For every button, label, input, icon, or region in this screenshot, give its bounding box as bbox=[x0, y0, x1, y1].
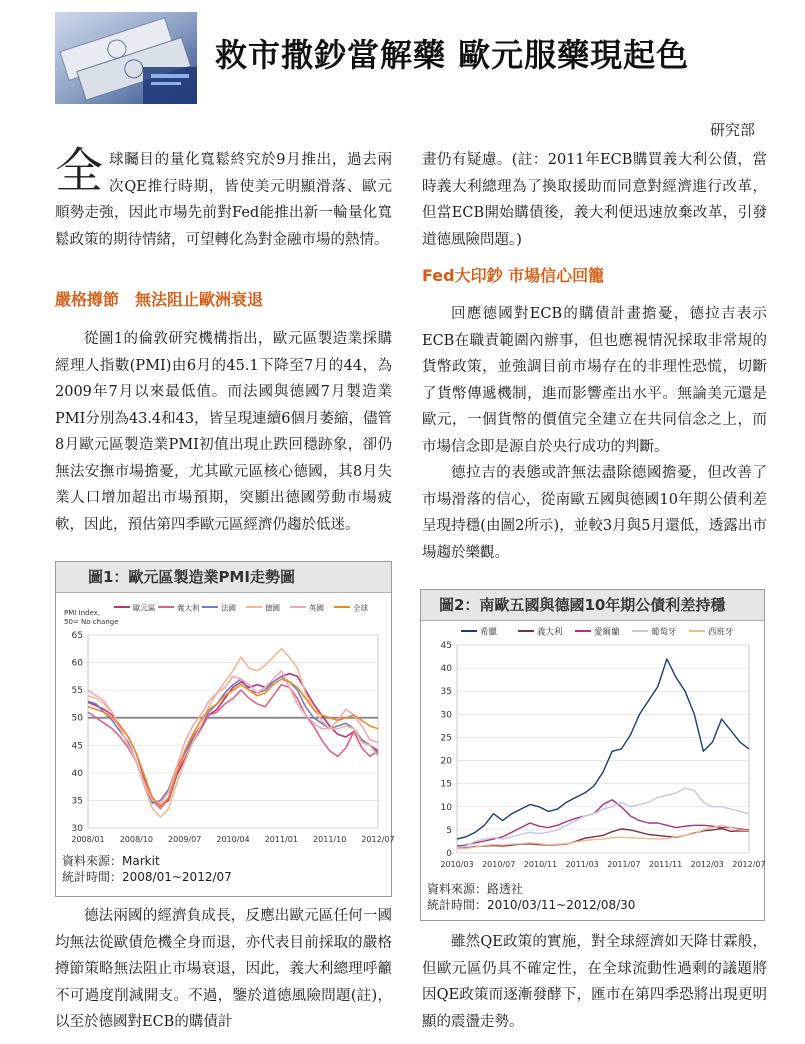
right-column-bottom bbox=[422, 929, 767, 1035]
period-value: 2010/03/11~2012/08/30 bbox=[487, 898, 636, 912]
department-label: 研究部 bbox=[709, 121, 755, 139]
x-tick-label: 2008/01 bbox=[71, 835, 105, 844]
x-tick-label: 2012/03 bbox=[690, 860, 724, 869]
section-heading-1: 嚴格撙節 無法阻止歐洲衰退 bbox=[55, 290, 264, 309]
y-tick-label: 50 bbox=[71, 713, 83, 724]
series-line bbox=[88, 649, 378, 817]
paragraph-outlook: 雖然QE政策的實施，對全球經濟如天降甘霖般，但歐元區仍具不確定性，在全球流動性過剩的議題將因QE政策而逐漸發酵下，匯市在第四季恐將出現更明顯的震盪走勢。 bbox=[422, 934, 767, 1030]
money-image bbox=[55, 12, 197, 104]
x-tick-label: 2008/10 bbox=[119, 835, 153, 844]
paragraph-ecb: 回應德國對ECB的購債計畫擔憂，德拉吉表示ECB在職責範圍內辦事，但也應視情況採取非常規的貨幣政策，並強調目前市場存在的非理性恐慌，切斷了貨幣傳遞機制，進而影響產出水平。無論美元還是歐元，一個貨幣的價值完全建立在共同信念之上，而市場信念即是源自於央行成功的判斷。 bbox=[422, 306, 767, 455]
legend-label: 英國 bbox=[309, 603, 324, 613]
legend-label: 義大利 bbox=[177, 603, 200, 613]
x-tick-label: 2012/07 bbox=[361, 835, 395, 844]
right-column-body bbox=[422, 301, 767, 566]
source-value: Markit bbox=[122, 854, 160, 868]
series-line bbox=[88, 674, 378, 806]
paragraph-note: 畫仍有疑慮。(註：2011年ECB購買義大利公債，當時義大利總理為了換取援助而同意對經濟進行改革，但當ECB開始購債後，義大利便迅速放棄改革，引發道德風險問題。) bbox=[422, 152, 767, 248]
y-tick-label: 5 bbox=[446, 825, 452, 836]
paragraph-spread: 德拉吉的表態或許無法盡除德國擔憂，但改善了市場滑落的信心，從南歐五國與德國10年期公債利差呈現持穩(由圖2所示)，並較3月與5月還低，透露出市場趨於樂觀。 bbox=[422, 465, 767, 561]
y-tick-label: 60 bbox=[71, 658, 83, 669]
y-tick-label: 20 bbox=[440, 756, 452, 767]
x-tick-label: 2009/07 bbox=[168, 835, 202, 844]
chart-1-source bbox=[56, 853, 391, 885]
period-value: 2008/01~2012/07 bbox=[122, 870, 232, 884]
source-label: 資料來源： bbox=[427, 882, 488, 896]
legend-label: 義大利 bbox=[537, 627, 563, 638]
legend-label: 西班牙 bbox=[708, 627, 734, 638]
x-tick-label: 2010/11 bbox=[523, 860, 558, 869]
x-tick-label: 2010/07 bbox=[482, 860, 516, 869]
y-tick-label: 45 bbox=[71, 741, 83, 752]
period-label: 統計時間： bbox=[62, 870, 123, 884]
x-tick-label: 2011/01 bbox=[264, 835, 298, 844]
right-column-top bbox=[422, 147, 767, 253]
y-tick-label: 30 bbox=[440, 710, 452, 721]
y-axis-label: 50= No change bbox=[64, 618, 119, 626]
drop-cap: 全 bbox=[55, 143, 104, 199]
source-value: 路透社 bbox=[487, 882, 524, 896]
source-label: 資料來源： bbox=[62, 854, 123, 868]
y-tick-label: 25 bbox=[440, 733, 452, 744]
x-tick-label: 2010/04 bbox=[216, 835, 250, 844]
chart-1-svg bbox=[56, 593, 395, 853]
legend-label: 希臘 bbox=[480, 627, 498, 638]
chart-1-box bbox=[55, 561, 395, 897]
legend-label: 愛爾蘭 bbox=[594, 627, 620, 638]
y-tick-label: 15 bbox=[440, 779, 452, 790]
y-tick-label: 10 bbox=[440, 802, 452, 813]
x-tick-label: 2011/10 bbox=[313, 835, 347, 844]
chart-2-source bbox=[421, 881, 764, 913]
legend-label: 歐元區 bbox=[133, 603, 156, 613]
left-column-top bbox=[55, 143, 392, 253]
y-axis-label: PMI Index, bbox=[64, 609, 101, 617]
y-tick-label: 40 bbox=[71, 768, 83, 779]
x-tick-label: 2011/11 bbox=[648, 860, 683, 869]
series-line bbox=[88, 676, 378, 803]
intro-paragraph: 球矚目的量化寬鬆終究於9月推出，過去兩次QE推行時期，皆使美元明顯滑落、歐元順勢走強，因此市場先前對Fed能推出新一輪量化寬鬆政策的期待情緒，可望轉化為對金融市場的熱情。 bbox=[55, 152, 392, 248]
header-photo bbox=[55, 12, 197, 104]
x-tick-label: 2012/07 bbox=[732, 860, 766, 869]
x-tick-label: 2011/07 bbox=[607, 860, 641, 869]
period-label: 統計時間： bbox=[427, 898, 488, 912]
chart-2-svg bbox=[421, 621, 764, 881]
left-column-body bbox=[55, 326, 392, 538]
y-tick-label: 30 bbox=[71, 824, 83, 834]
legend-label: 葡萄牙 bbox=[651, 627, 677, 638]
y-tick-label: 55 bbox=[71, 686, 83, 697]
x-tick-label: 2011/03 bbox=[565, 860, 599, 869]
legend-label: 德國 bbox=[265, 603, 280, 613]
series-line bbox=[88, 685, 378, 809]
paragraph-pmi: 從圖1的倫敦研究機構指出，歐元區製造業採購經理人指數(PMI)由6月的45.1下降至7月的44，為2009年7月以來最低值。而法國與德國7月製造業PMI分別為43.4和43，皆呈現連續6個月萎縮，儘管8月歐元區製造業PMI初值出現止跌回穩跡象，卻仍無法安撫市場擔憂，尤其歐元區核心德國，其8月失業人口增加超出市場預期，突顯出德國勞動市場疲軟，因此，預估第四季歐元區經濟仍趨於低迷。 bbox=[55, 331, 392, 533]
y-tick-label: 40 bbox=[440, 664, 452, 675]
paragraph-austerity: 德法兩國的經濟負成長，反應出歐元區任何一國均無法從歐債危機全身而退，亦代表目前採取的嚴格撙節策略無法阻止市場衰退，因此，義大利總理呼籲不可過度削減開支。不過，鑒於道德風險問題(註)，以至於德國對ECB的購債計 bbox=[55, 908, 392, 1030]
y-tick-label: 35 bbox=[440, 687, 452, 698]
chart-2-title: 圖2：南歐五國與德國10年期公債利差持穩 bbox=[421, 590, 764, 621]
legend-label: 法國 bbox=[221, 603, 236, 613]
chart-1-title: 圖1：歐元區製造業PMI走勢圖 bbox=[56, 562, 391, 593]
x-tick-label: 2010/03 bbox=[440, 860, 474, 869]
legend-label: 全球 bbox=[353, 603, 368, 613]
y-tick-label: 65 bbox=[71, 631, 83, 641]
section-heading-2: Fed大印鈔 市場信心回籠 bbox=[422, 266, 605, 285]
article-title: 救市撒鈔當解藥 歐元服藥現起色 bbox=[215, 36, 690, 74]
chart-2-box bbox=[420, 589, 765, 921]
left-column-bottom bbox=[55, 903, 392, 1036]
y-tick-label: 35 bbox=[71, 796, 83, 807]
series-line bbox=[457, 659, 749, 839]
y-tick-label: 0 bbox=[446, 849, 452, 859]
y-tick-label: 45 bbox=[440, 641, 452, 651]
